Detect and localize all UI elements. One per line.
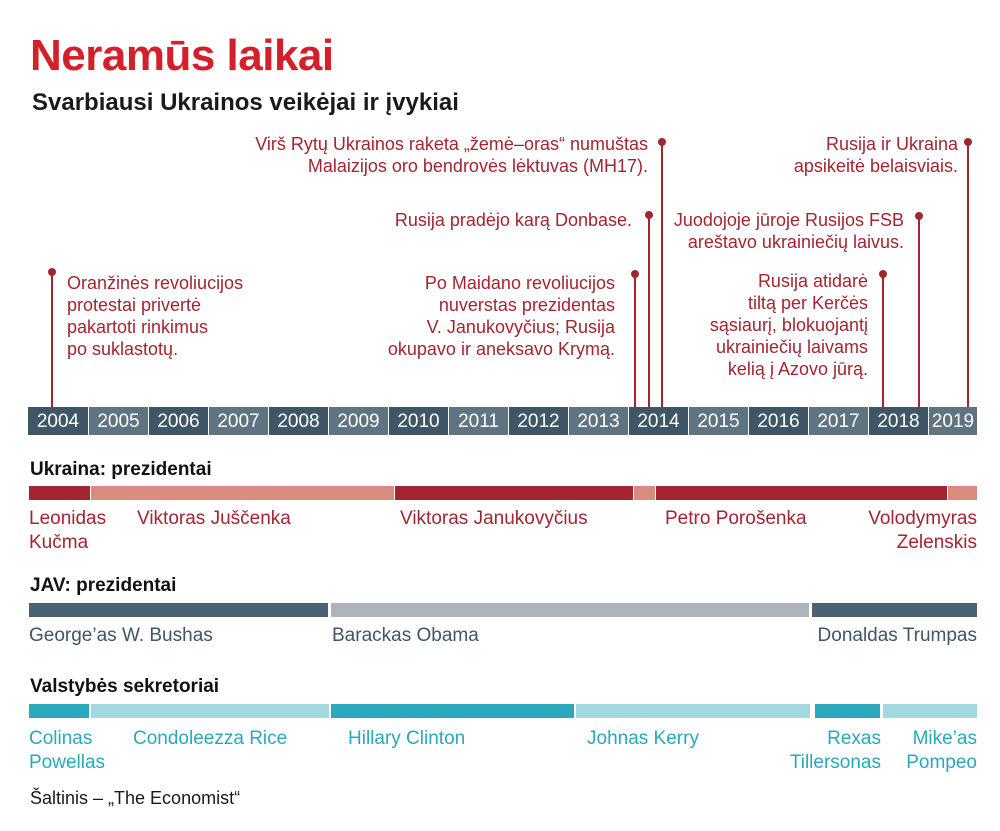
event-dot-orange	[48, 268, 56, 276]
label-kerry: Johnas Kerry	[587, 728, 699, 749]
bar-trump	[812, 603, 977, 617]
bar-kerry	[576, 704, 810, 718]
year-2004: 2004	[28, 407, 88, 435]
event-line-swap	[967, 142, 969, 407]
bar-bush	[29, 603, 328, 617]
year-2005: 2005	[89, 407, 148, 435]
event-line-fsb	[918, 216, 920, 407]
year-2019: 2019	[929, 407, 977, 435]
bar-tillerson	[815, 704, 880, 718]
event-mh17: Virš Rytų Ukrainos raketa „žemė–oras“ numuštas Malaizijos oro bendrovės lėktuvas (MH17).	[255, 134, 648, 176]
year-2009: 2009	[329, 407, 388, 435]
year-2017: 2017	[809, 407, 868, 435]
label-yushchenko: Viktoras Juščenka	[137, 508, 291, 529]
year-2014: 2014	[629, 407, 688, 435]
label-obama: Barackas Obama	[332, 625, 479, 646]
event-dot-donbas	[645, 211, 653, 219]
event-dot-mh17	[658, 138, 666, 146]
year-2015: 2015	[689, 407, 748, 435]
event-prisoner-swap: Rusija ir Ukraina apsikeitė belaisviais.	[793, 134, 958, 176]
event-kerch-bridge: Rusija atidarė tiltą per Kerčės sąsiaurį, blokuojantį ukrainiečių laivams kelią į Azovo jūrą.	[709, 271, 868, 379]
bar-yanukovych	[395, 486, 633, 500]
event-line-donbas	[648, 215, 650, 407]
label-poroshenko: Petro Porošenka	[665, 508, 807, 529]
year-2013: 2013	[569, 407, 628, 435]
year-2012: 2012	[509, 407, 568, 435]
event-maidan: Po Maidano revoliucijos nuverstas prezidentas V. Janukovyčius; Rusija okupavo ir aneksavo Krymą.	[387, 273, 615, 359]
label-powell: Colinas Powellas	[29, 728, 106, 773]
event-orange-revolution: Oranžinės revoliucijos protestai privertė pakartoti rinkimus po suklastotų.	[67, 273, 244, 359]
event-dot-fsb	[915, 212, 923, 220]
event-dot-swap	[964, 138, 972, 146]
year-2011: 2011	[449, 407, 508, 435]
event-line-kerch	[882, 274, 884, 407]
event-line-mh17	[661, 142, 663, 407]
label-pompeo: Mike’as Pompeo	[906, 728, 977, 773]
event-line-orange	[51, 272, 53, 407]
year-2006: 2006	[149, 407, 208, 435]
bar-zelensky	[948, 486, 977, 500]
source-note: Šaltinis – „The Economist“	[30, 788, 241, 808]
label-rice: Condoleezza Rice	[133, 728, 288, 749]
event-line-maidan	[634, 274, 636, 407]
page-title: Neramūs laikai	[30, 31, 334, 80]
label-zelensky: Volodymyras Zelenskis	[868, 508, 977, 553]
label-kuchma: Leonidas Kučma	[29, 508, 107, 553]
label-tillerson: Rexas Tillersonas	[789, 728, 881, 773]
label-yanukovych: Viktoras Janukovyčius	[400, 508, 588, 529]
state-heading: Valstybės sekretoriai	[30, 676, 220, 697]
event-donbas: Rusija pradėjo karą Donbase.	[394, 210, 632, 230]
bar-pompeo	[883, 704, 977, 718]
label-trump: Donaldas Trumpas	[817, 625, 977, 646]
event-dot-maidan	[631, 270, 639, 278]
bar-poroshenko	[656, 486, 947, 500]
bar-yushchenko	[91, 486, 394, 500]
year-2016: 2016	[749, 407, 808, 435]
bar-turchynov	[634, 486, 655, 500]
page-subtitle: Svarbiausi Ukrainos veikėjai ir įvykiai	[32, 89, 459, 116]
label-clinton: Hillary Clinton	[348, 728, 466, 749]
bar-powell	[29, 704, 89, 718]
year-2018: 2018	[869, 407, 928, 435]
ukraine-heading: Ukraina: prezidentai	[30, 459, 212, 480]
bar-rice	[91, 704, 329, 718]
bar-obama	[331, 603, 809, 617]
usa-heading: JAV: prezidentai	[30, 575, 177, 596]
label-bush: George’as W. Bushas	[29, 625, 213, 646]
year-2008: 2008	[269, 407, 328, 435]
event-fsb-ships: Juodojoje jūroje Rusijos FSB areštavo ukrainiečių laivus.	[673, 210, 904, 252]
bar-kuchma	[29, 486, 90, 500]
event-dot-kerch	[879, 270, 887, 278]
year-2010: 2010	[389, 407, 448, 435]
year-2007: 2007	[209, 407, 268, 435]
bar-clinton	[331, 704, 574, 718]
